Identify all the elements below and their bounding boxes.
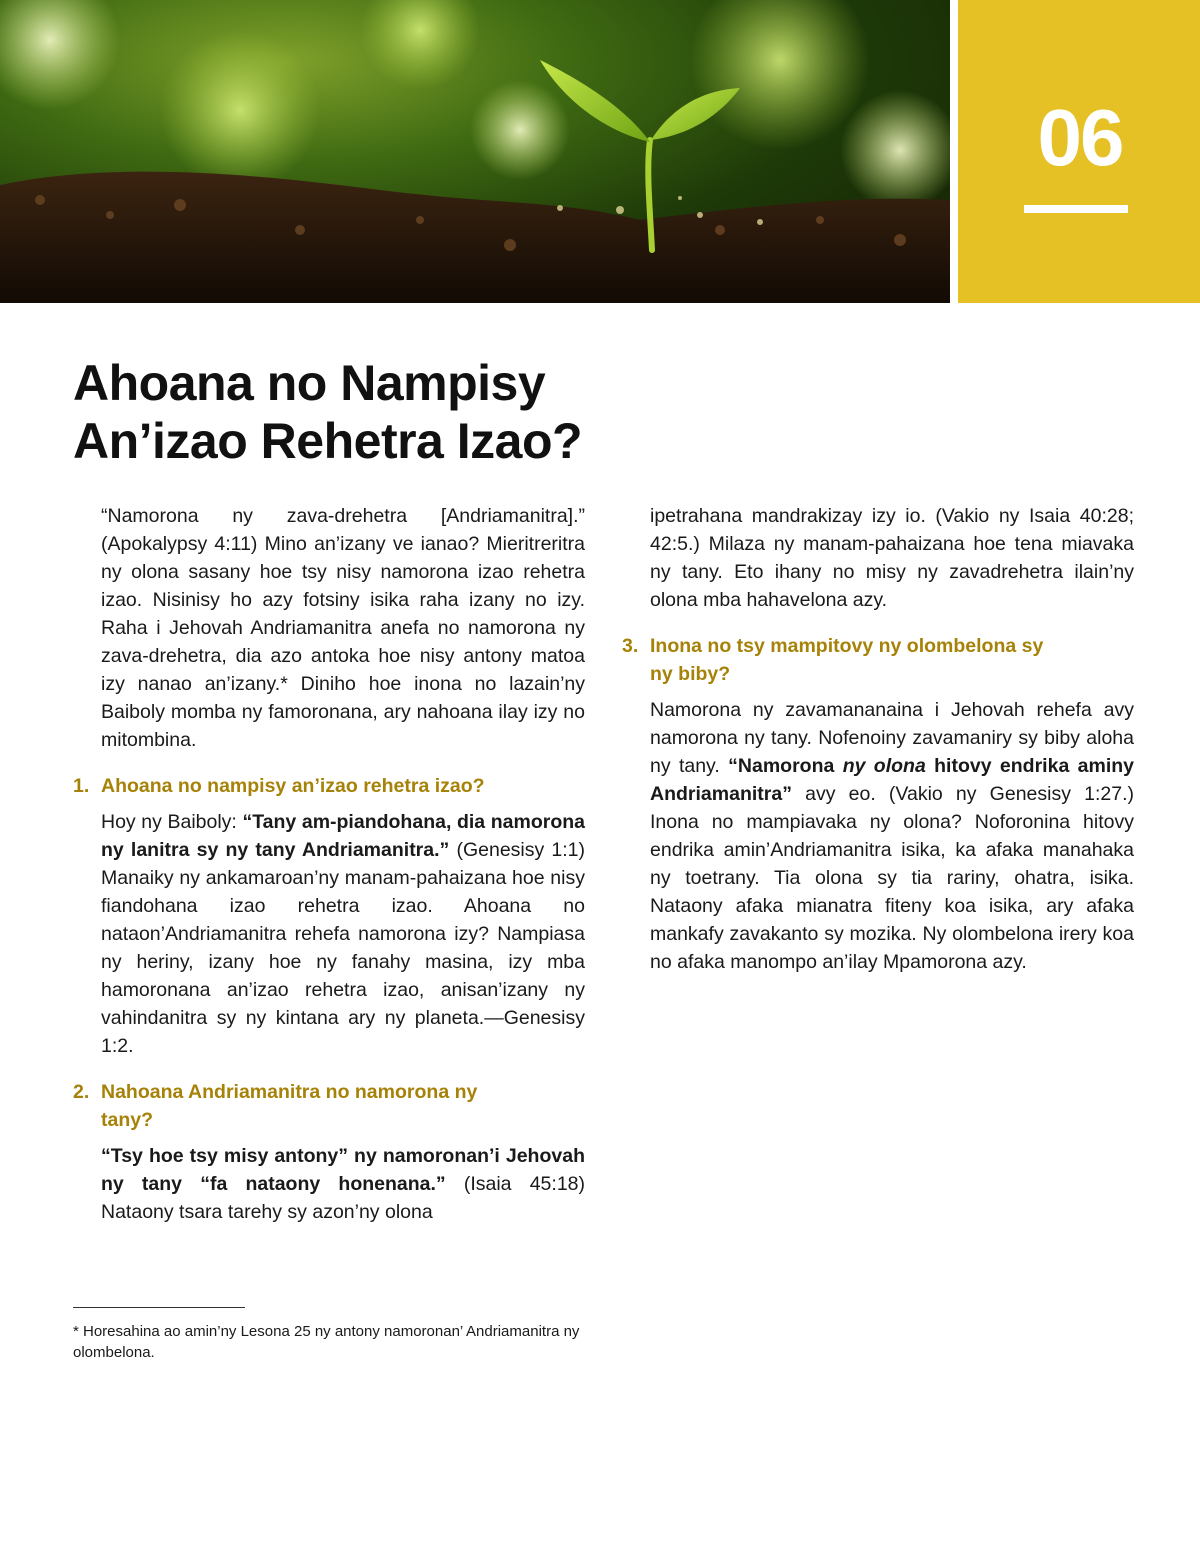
answer-paragraph-2-continued: ipetrahana mandrakizay izy io. (Vakio ny Isaia 40:28; 42:5.) Milaza ny manam-pahaizana hoe tena miavaka ny tany. Eto ihany no misy ny zavadrehetra ilain’ny olona mba hahavelona azy.	[650, 505, 1134, 611]
question-number: 1.	[73, 775, 90, 797]
hero-photo-seedling	[0, 0, 950, 303]
answer-lead: Namorona ny zavamananaina i Jehovah rehefa avy namorona ny tany. Nofenoiny zavamaniry sy biby aloha ny tany.	[650, 699, 1134, 777]
question-heading-2	[73, 1078, 585, 1134]
question-number: 2.	[73, 1081, 90, 1103]
left-column	[73, 502, 585, 1226]
question-heading-1	[73, 772, 585, 800]
bible-quote-part-1: “Namorona	[728, 755, 843, 777]
lesson-number-panel	[958, 0, 1200, 303]
intro-paragraph: “Namorona ny zava-drehetra [Andriamanitra].” (Apokalypsy 4:11) Mino an’izany ve ianao? Mieritreritra ny olona sasany hoe tsy nisy namorona izao rehetra izao. Nisinisy ho azy fotsiny isika raha izany no izy. Raha i Jehovah Andriamanitra anefa no namorona ny zava-drehetra, dia azo antoka hoe nisy antony matoa izy nanao an’izany.* Diniho hoe inona no lazain’ny Baiboly momba ny famoronana, ary nahoana ilay izy no mitombina.	[101, 505, 585, 751]
bible-quote-emphasis: ny olona	[842, 755, 926, 777]
footnote: * Horesahina ao amin’ny Lesona 25 ny antony namoronan’ Andriamanitra ny olombelona.	[73, 1323, 580, 1361]
answer-paragraph-3	[622, 696, 1134, 976]
question-text: Nahoana Andriamanitra no namorona ny tany?	[101, 1081, 478, 1131]
lesson-number-underline	[1024, 205, 1128, 213]
question-number: 3.	[622, 635, 639, 657]
bible-quote-part-2: hitovy endrika aminy Andriamanitra”	[650, 755, 1135, 805]
question-heading-3	[622, 632, 1134, 688]
right-column	[622, 502, 1134, 976]
question-text: Ahoana no nampisy an’izao rehetra izao?	[101, 775, 485, 797]
answer-text: (Genesisy 1:1) Manaiky ny ankamaroan’ny manam-pahaizana hoe nisy fiandohana izao rehetra izao. Ahoana no nataon’Andriamanitra rehefa namorona izy? Nampiasa ny heriny, izany hoe ny fanahy masina, izy mba hamoronana an’izao rehetra izao, anisan’izany ny vahindanitra sy ny kintana ary ny planeta.—Genesisy 1:2.	[101, 839, 586, 1057]
seedling-illustration	[0, 0, 950, 303]
page-title-line-2: An’izao Rehetra Izao?	[73, 413, 583, 469]
bible-quote: “Tsy hoe tsy misy antony” ny namoronan’i Jehovah ny tany “fa nataony honenana.”	[101, 1145, 585, 1195]
lesson-number: 06	[1037, 93, 1123, 182]
answer-paragraph-2	[73, 1142, 585, 1226]
answer-text: (Isaia 45:18) Nataony tsara tarehy sy azon’ny olona	[101, 1173, 585, 1223]
question-text: Inona no tsy mampitovy ny olombelona sy ny biby?	[650, 635, 1044, 685]
answer-text: avy eo. (Vakio ny Genesisy 1:27.) Inona no mampiavaka ny olona? Noforonina hitovy endrika amin’Andriamanitra isika, ka afaka manahaka ny toetrany. Tia olona sy tia rariny, ohatra, isika. Nataony afaka mianatra fiteny koa isika, ary afaka mankafy zavakanto sy mozika. Ny olombelona irery koa no afaka manompo an’ilay Mpamorona azy.	[650, 783, 1134, 973]
footnote-divider	[73, 1307, 245, 1308]
answer-paragraph-1	[73, 808, 585, 1060]
page-title	[73, 354, 582, 470]
bible-quote: “Tany am-piandohana, dia namorona ny lanitra sy ny tany Andriamanitra.”	[101, 811, 585, 861]
answer-lead: Hoy ny Baiboly:	[101, 811, 243, 833]
page-title-line-1: Ahoana no Nampisy	[73, 355, 546, 411]
